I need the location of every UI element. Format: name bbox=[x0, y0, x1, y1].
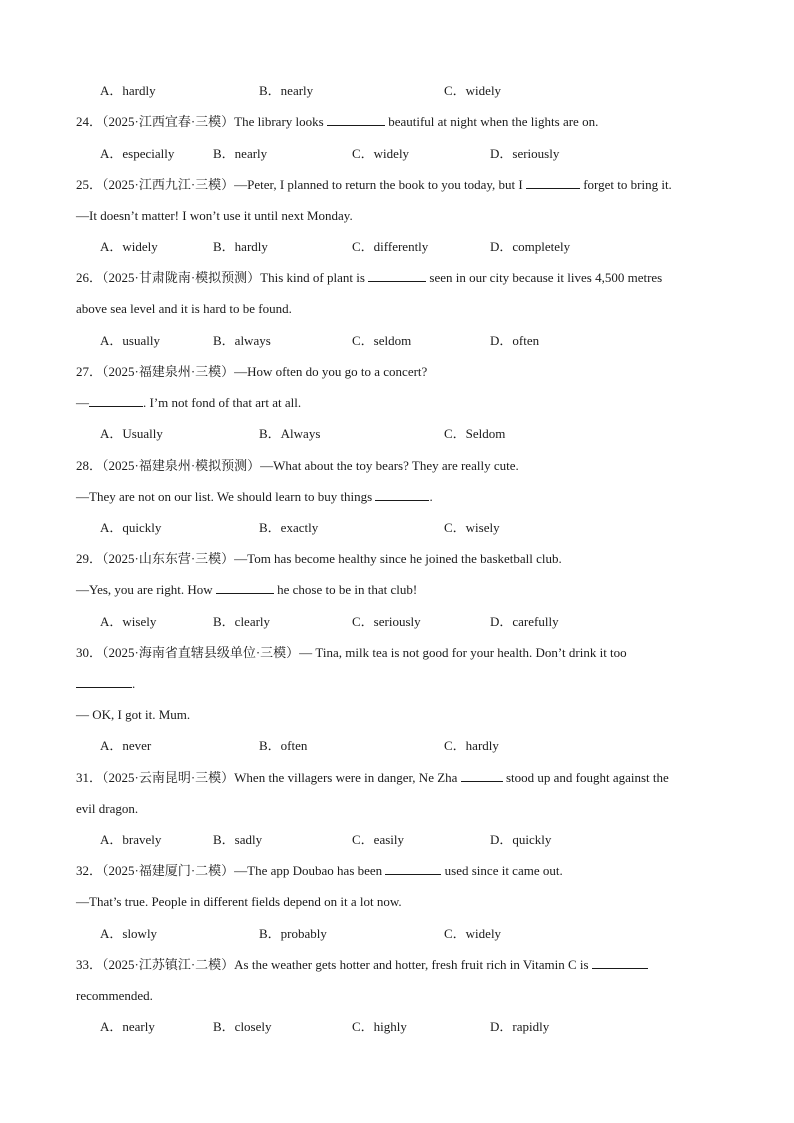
q28-options bbox=[76, 517, 734, 539]
q26-option-d[interactable]: D．often bbox=[490, 333, 540, 348]
q27-reply bbox=[76, 392, 734, 414]
q33-option-a[interactable]: A．nearly bbox=[100, 1019, 155, 1034]
q24-options bbox=[76, 143, 734, 165]
q23-option-c[interactable]: C．widely bbox=[444, 83, 502, 98]
q28-option-b[interactable]: B．exactly bbox=[259, 520, 319, 535]
q28-blank bbox=[375, 486, 429, 501]
q25-options bbox=[76, 236, 734, 258]
q29-reply-part2: he chose to be in that club! bbox=[273, 582, 418, 597]
q29-option-c[interactable]: C．seriously bbox=[352, 614, 421, 629]
q28-option-a[interactable]: A．quickly bbox=[100, 520, 162, 535]
q31-stem-part2: stood up and fought against the bbox=[502, 770, 669, 785]
q26-stem bbox=[76, 267, 734, 289]
q24-option-c[interactable]: C．widely bbox=[352, 146, 410, 161]
q24-stem-part2: beautiful at night when the lights are on. bbox=[384, 114, 599, 129]
q24-option-b[interactable]: B．nearly bbox=[213, 146, 268, 161]
q27-reply-dash: — bbox=[76, 395, 89, 410]
q25-option-a[interactable]: A．widely bbox=[100, 239, 158, 254]
q31-options bbox=[76, 829, 734, 851]
q30-stem: 30．（2025·海南省直辖县级单位·三模）— Tina, milk tea is not good for your health. Don’t drink it too bbox=[76, 645, 627, 660]
q29-option-b[interactable]: B．clearly bbox=[213, 614, 271, 629]
q31-option-d[interactable]: D．quickly bbox=[490, 832, 552, 847]
q24-stem-part1: 24．（2025·江西宜春·三模）The library looks bbox=[76, 114, 327, 129]
q32-options bbox=[76, 923, 734, 945]
q31-option-c[interactable]: C．easily bbox=[352, 832, 404, 847]
q33-stem-continued: recommended. bbox=[76, 988, 153, 1003]
q27-blank bbox=[89, 392, 143, 407]
q31-stem-part1: 31．（2025·云南昆明·三模）When the villagers were in danger, Ne Zha bbox=[76, 770, 461, 785]
q28-option-c[interactable]: C．wisely bbox=[444, 520, 500, 535]
q33-stem-part1: 33．（2025·江苏镇江·二模）As the weather gets hotter and hotter, fresh fruit rich in Vitamin C is bbox=[76, 957, 592, 972]
q27-stem: 27．（2025·福建泉州·三模）—How often do you go to a concert? bbox=[76, 364, 428, 379]
q32-option-a[interactable]: A．slowly bbox=[100, 926, 158, 941]
q23-options bbox=[76, 80, 734, 102]
q27-option-a[interactable]: A．Usually bbox=[100, 426, 163, 441]
q25-option-b[interactable]: B．hardly bbox=[213, 239, 268, 254]
q26-stem-continued: above sea level and it is hard to be found. bbox=[76, 301, 292, 316]
q31-option-b[interactable]: B．sadly bbox=[213, 832, 263, 847]
q32-option-c[interactable]: C．widely bbox=[444, 926, 502, 941]
q30-stem-continued bbox=[76, 673, 734, 695]
q33-option-b[interactable]: B．closely bbox=[213, 1019, 272, 1034]
q27-reply-part2: . I’m not fond of that art at all. bbox=[143, 395, 302, 410]
q25-option-d[interactable]: D．completely bbox=[490, 239, 571, 254]
q25-reply: —It doesn’t matter! I won’t use it until next Monday. bbox=[76, 208, 353, 223]
q32-reply: —That’s true. People in different fields depend on it a lot now. bbox=[76, 894, 402, 909]
q24-stem bbox=[76, 111, 734, 133]
q25-option-c[interactable]: C．differently bbox=[352, 239, 429, 254]
q25-stem-part1: 25．（2025·江西九江·三模）—Peter, I planned to return the book to you today, but I bbox=[76, 177, 526, 192]
q33-option-c[interactable]: C．highly bbox=[352, 1019, 407, 1034]
q30-period: . bbox=[132, 676, 136, 691]
q29-stem: 29．（2025·山东东营·三模）—Tom has become healthy since he joined the basketball club. bbox=[76, 551, 562, 566]
q26-stem-part2: seen in our city because it lives 4,500 metres bbox=[426, 270, 663, 285]
q32-stem bbox=[76, 860, 734, 882]
q31-stem-continued: evil dragon. bbox=[76, 801, 139, 816]
q32-option-b[interactable]: B．probably bbox=[259, 926, 327, 941]
q28-reply-part1: —They are not on our list. We should learn to buy things bbox=[76, 489, 376, 504]
q24-blank bbox=[327, 111, 385, 126]
q30-option-b[interactable]: B．often bbox=[259, 738, 308, 753]
q32-stem-part1: 32．（2025·福建厦门·二模）—The app Doubao has been bbox=[76, 863, 386, 878]
q24-option-a[interactable]: A．especially bbox=[100, 146, 175, 161]
q30-options bbox=[76, 735, 734, 757]
q26-option-c[interactable]: C．seldom bbox=[352, 333, 412, 348]
q30-blank bbox=[76, 673, 132, 688]
q29-option-a[interactable]: A．wisely bbox=[100, 614, 157, 629]
q23-option-a[interactable]: A．hardly bbox=[100, 83, 156, 98]
q33-option-d[interactable]: D．rapidly bbox=[490, 1019, 550, 1034]
q26-option-a[interactable]: A．usually bbox=[100, 333, 160, 348]
q26-stem-part1: 26．（2025·甘肃陇南·模拟预测）This kind of plant is bbox=[76, 270, 369, 285]
q30-reply: — OK, I got it. Mum. bbox=[76, 707, 191, 722]
q31-stem bbox=[76, 767, 734, 789]
q29-reply bbox=[76, 579, 734, 601]
q31-option-a[interactable]: A．bravely bbox=[100, 832, 162, 847]
q28-reply bbox=[76, 486, 734, 508]
q32-blank bbox=[385, 860, 441, 875]
q25-blank bbox=[526, 174, 580, 189]
q31-blank bbox=[461, 767, 503, 782]
q28-stem: 28．（2025·福建泉州·模拟预测）—What about the toy bears? They are really cute. bbox=[76, 458, 519, 473]
q26-options bbox=[76, 330, 734, 352]
q33-options bbox=[76, 1016, 734, 1038]
q25-stem bbox=[76, 174, 734, 196]
q24-option-d[interactable]: D．seriously bbox=[490, 146, 560, 161]
q23-option-b[interactable]: B．nearly bbox=[259, 83, 314, 98]
q26-option-b[interactable]: B．always bbox=[213, 333, 271, 348]
q33-stem bbox=[76, 954, 734, 976]
q27-option-b[interactable]: B．Always bbox=[259, 426, 321, 441]
q25-stem-part2: forget to bring it. bbox=[579, 177, 672, 192]
q33-blank bbox=[592, 954, 648, 969]
q27-option-c[interactable]: C．Seldom bbox=[444, 426, 506, 441]
q30-option-c[interactable]: C．hardly bbox=[444, 738, 499, 753]
q29-blank bbox=[216, 579, 274, 594]
q32-stem-part2: used since it came out. bbox=[441, 863, 563, 878]
q28-reply-part2: . bbox=[429, 489, 433, 504]
q29-option-d[interactable]: D．carefully bbox=[490, 614, 559, 629]
q30-option-a[interactable]: A．never bbox=[100, 738, 152, 753]
q27-options bbox=[76, 423, 734, 445]
q26-blank bbox=[368, 267, 426, 282]
q29-reply-part1: —Yes, you are right. How bbox=[76, 582, 216, 597]
q29-options bbox=[76, 611, 734, 633]
